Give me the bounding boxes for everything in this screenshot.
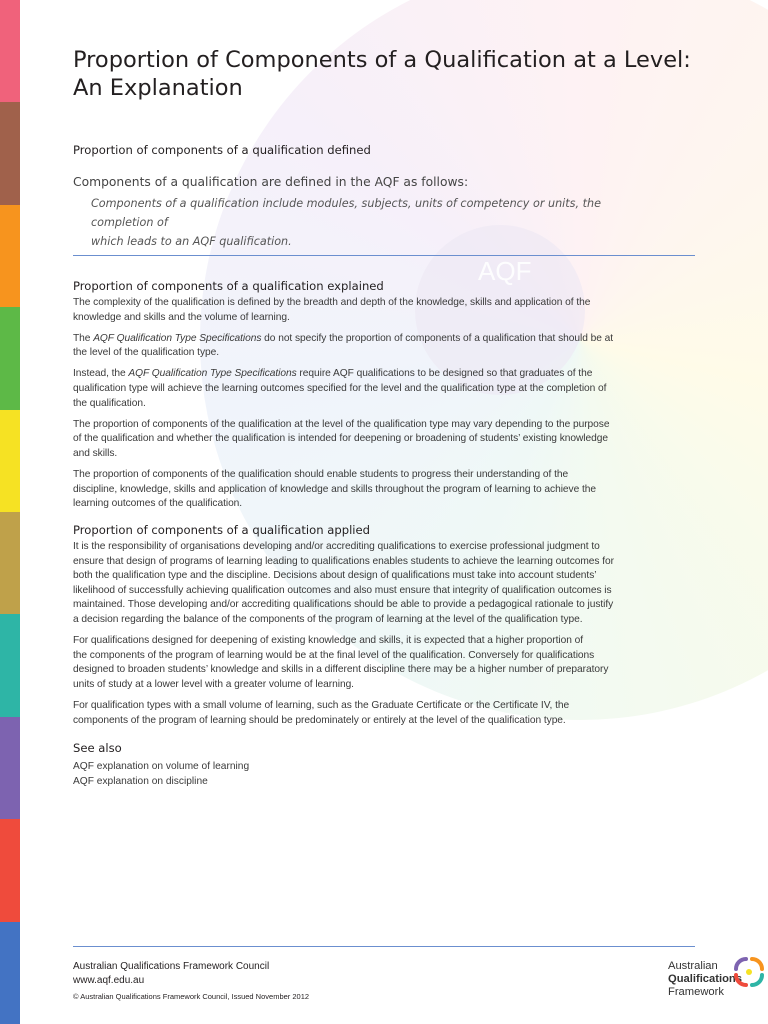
definition-quote (91, 194, 651, 251)
quote-line: Components of a qualification include modules, subjects, units of competency or units, the completion of (91, 197, 601, 229)
explained-section (73, 279, 695, 518)
paragraph (73, 468, 695, 512)
text-run: Instead, the (73, 368, 129, 380)
text-line (73, 332, 695, 347)
text-run: require AQF qualifications to be designed so that graduates of the (296, 368, 593, 380)
paragraph (73, 699, 695, 728)
paragraph (73, 418, 695, 462)
text-line: maintained. Those developing and/or accrediting qualifications should be able to provide a pedagogical rationale to justify (73, 599, 614, 611)
text-line: the level of the qualification type. (73, 347, 220, 359)
section-heading-see-also: See also (73, 741, 122, 755)
stripe-segment (0, 205, 20, 307)
footer-divider (73, 946, 695, 947)
footer (73, 960, 309, 1002)
title-line: An Explanation (73, 75, 243, 101)
stripe-segment (0, 512, 20, 614)
text-line: of the qualification and whether the qualification is intended for deepening or broadening of students’ existing knowledge (73, 433, 608, 445)
title-line: Proportion of Components of a Qualification at a Level: (73, 47, 691, 73)
aqf-logo-icon (728, 955, 768, 993)
text-line: the components of the program of learning would be at the final level of the qualification. Conversely for qualifications (73, 649, 595, 661)
stripe-segment (0, 307, 20, 409)
text-line: units of study at a lower level with a greater volume of learning. (73, 678, 354, 690)
text-line: a decision regarding the balance of the components of the program of learning at the level of the qualification type. (73, 613, 583, 625)
text-line: learning outcomes of the qualification. (73, 498, 243, 510)
text-run: do not specify the proportion of components of a qualification that should be at (261, 332, 614, 344)
aqf-logo (668, 955, 768, 1003)
text-line: For qualification types with a small volume of learning, such as the Graduate Certificate or the Certificate IV, the (73, 699, 570, 711)
text-line: It is the responsibility of organisations developing and/or accrediting qualifications to exercise professional judgment to (73, 541, 600, 552)
defined-lead: Components of a qualification are defined in the AQF as follows: (73, 175, 469, 189)
section-heading-explained: Proportion of components of a qualification explained (73, 279, 384, 293)
spec-title-italic: AQF Qualification Type Specifications (128, 368, 297, 380)
section-heading-defined: Proportion of components of a qualification defined (73, 143, 371, 157)
background-watermark: AQF (478, 256, 532, 286)
paragraph (73, 540, 695, 628)
text-line: discipline, knowledge, skills and application of knowledge and skills throughout the program of learning to achieve the (73, 483, 596, 495)
text-line: the qualification. (73, 397, 146, 409)
paragraph (73, 296, 695, 325)
text-line: knowledge and skills and the volume of learning. (73, 311, 290, 323)
stripe-segment (0, 410, 20, 512)
text-line (73, 367, 695, 382)
defined-section (73, 143, 695, 251)
text-line: designed to broaden students’ knowledge and skills in a different discipline there may be a higher number of preparatory (73, 664, 609, 676)
footer-org: Australian Qualifications Framework Council (73, 961, 270, 972)
logo-line: Qualifications (668, 973, 742, 985)
text-line: For qualifications designed for deepening of existing knowledge and skills, it is expected that a higher proportion of (73, 635, 584, 647)
stripe-segment (0, 922, 20, 1024)
text-line: ensure that design of programs of learning leading to qualifications enables students to achieve the learning outcomes for (73, 555, 614, 567)
text-line: qualification type will achieve the learning outcomes specified for the level and the qualification type at the completion of (73, 382, 607, 394)
logo-line: Framework (668, 986, 724, 998)
section-heading-applied: Proportion of components of a qualification applied (73, 523, 371, 537)
logo-line: Australian (668, 960, 718, 972)
text-line: components of the program of learning should be predominately or entirely at the level of the qualification type. (73, 714, 566, 726)
spec-title-italic: AQF Qualification Type Specifications (93, 332, 262, 344)
paragraph (73, 367, 695, 411)
text-line: both the qualification type and the discipline. Decisions about design of qualifications must take into account students’ (73, 570, 597, 582)
text-run: The (73, 332, 94, 344)
text-line: The proportion of components of the qualification should enable students to progress their understanding of the (73, 468, 569, 480)
see-also-link[interactable]: AQF explanation on volume of learning (73, 761, 250, 772)
footer-copyright: © Australian Qualifications Framework Council, Issued November 2012 (73, 992, 310, 1001)
text-line: likelihood of successfully achieving qualification outcomes and also must ensure that integrity of qualification outcomes is (73, 584, 612, 596)
stripe-segment (0, 717, 20, 819)
stripe-segment (0, 819, 20, 921)
paragraph (73, 332, 695, 361)
color-stripe (0, 0, 20, 1024)
stripe-segment (0, 614, 20, 716)
quote-line: which leads to an AQF qualification. (91, 235, 292, 248)
text-line: and skills. (73, 447, 118, 459)
see-also-list (73, 760, 695, 789)
paragraph (73, 634, 695, 692)
see-also-section (73, 741, 695, 789)
page-title (73, 46, 713, 102)
applied-section (73, 523, 695, 735)
divider (73, 255, 695, 256)
text-line: The proportion of components of the qualification at the level of the qualification type may vary depending to the purpose (73, 418, 610, 430)
see-also-link[interactable]: AQF explanation on discipline (73, 775, 208, 787)
footer-url[interactable]: www.aqf.edu.au (73, 974, 145, 986)
text-line: The complexity of the qualification is defined by the breadth and depth of the knowledge, skills and application of the (73, 297, 591, 308)
stripe-segment (0, 102, 20, 204)
stripe-segment (0, 0, 20, 102)
